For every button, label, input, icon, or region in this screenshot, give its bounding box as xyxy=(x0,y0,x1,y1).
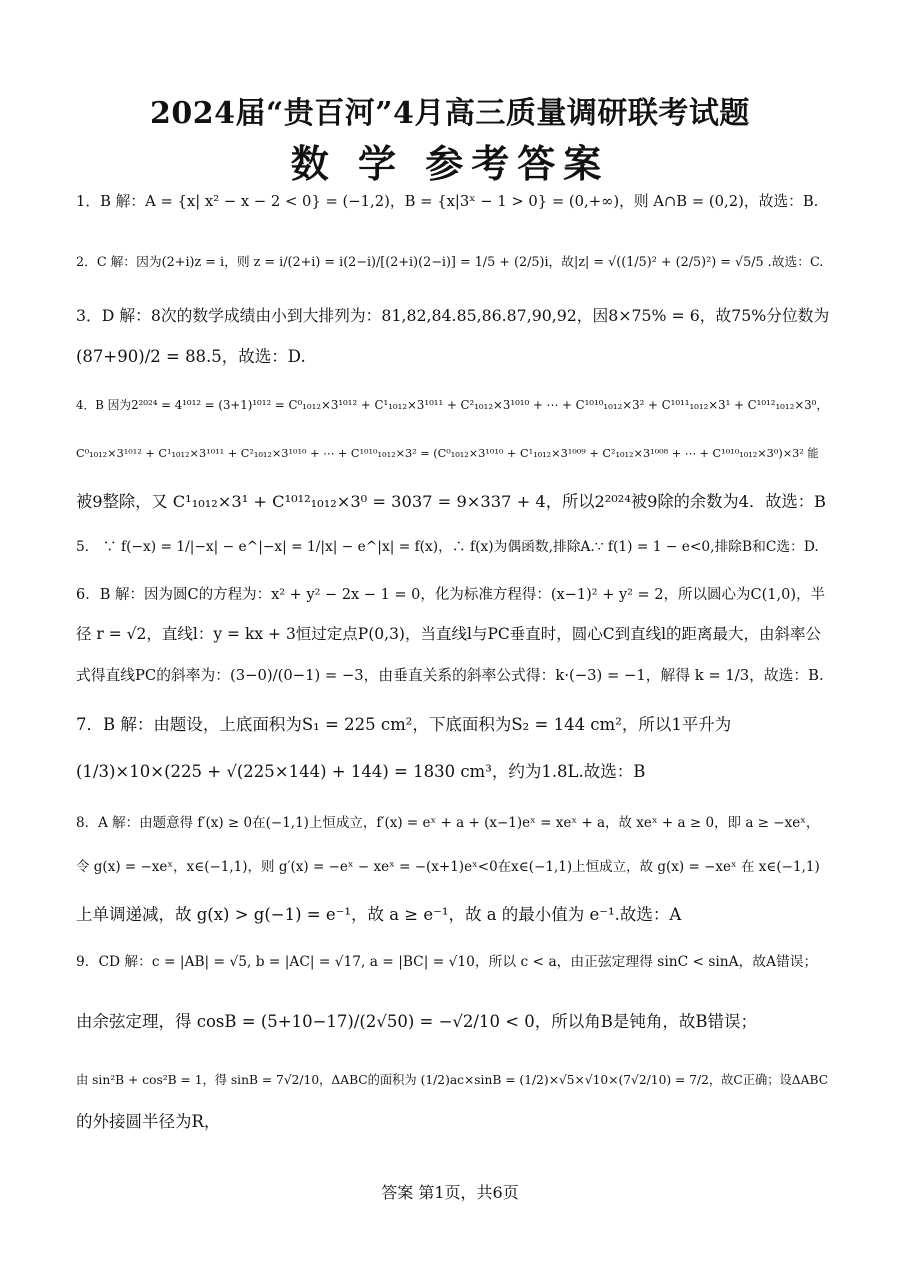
answer-line: (87+90)/2 = 88.5，故选：D. xyxy=(76,347,306,366)
page-footer: 答案 第1页，共6页 xyxy=(381,1183,519,1202)
answer-line: 由 sin²B + cos²B = 1，得 sinB = 7√2/10，ΔABC的面积为 (1/2)ac×sinB = (1/2)×√5×√10×(7√2/10) = 7/2，故C正确；设ΔABC xyxy=(76,1073,829,1087)
answer-line: 令 g(x) = −xeˣ，x∈(−1,1)，则 g′(x) = −eˣ − xeˣ = −(x+1)eˣ<0在x∈(−1,1)上恒成立，故 g(x) = −xeˣ 在 x∈(−1,1) xyxy=(76,859,820,875)
answer-line: 2．C 解：因为(2+i)z = i，则 z = i/(2+i) = i(2−i)/[(2+i)(2−i)] = 1/5 + (2/5)i，故|z| = √((1/5)² + (2/5)²) = √5/5 .故选：C. xyxy=(76,255,824,270)
answer-line: 7．B 解：由题设，上底面积为S₁ = 225 cm²，下底面积为S₂ = 144 cm²，所以1平升为 xyxy=(76,715,732,734)
answer-line: 8．A 解：由题意得 f′(x) ≥ 0在(−1,1)上恒成立，f′(x) = eˣ + a + (x−1)eˣ = xeˣ + a，故 xeˣ + a ≥ 0，即 a ≥ −xeˣ， xyxy=(76,815,820,831)
answer-line: 6．B 解：因为圆C的方程为：x² + y² − 2x − 1 = 0，化为标准方程得：(x−1)² + y² = 2，所以圆心为C(1,0)，半 xyxy=(76,587,826,603)
answer-line: 9．CD 解：c = |AB| = √5, b = |AC| = √17, a = |BC| = √10，所以 c < a，由正弦定理得 sinC < sinA，故A错误； xyxy=(76,954,818,970)
answer-line: (1/3)×10×(225 + √(225×144) + 144) = 1830 cm³，约为1.8L.故选：B xyxy=(76,762,646,781)
answer-line: 1．B 解：A = {x| x² − x − 2 < 0} = (−1,2)，B = {x|3ˣ − 1 > 0} = (0,+∞)，则 A∩B = (0,2)，故选：B. xyxy=(76,193,819,210)
answer-line: 式得直线PC的斜率为：(3−0)/(0−1) = −3，由垂直关系的斜率公式得：k·(−3) = −1，解得 k = 1/3，故选：B. xyxy=(76,667,824,684)
answer-line: 上单调递减，故 g(x) > g(−1) = e⁻¹，故 a ≥ e⁻¹，故 a 的最小值为 e⁻¹.故选：A xyxy=(76,905,682,924)
answer-line: 5． ∵ f(−x) = 1/|−x| − e^|−x| = 1/|x| − e^|x| = f(x)，∴ f(x)为偶函数,排除A.∵ f(1) = 1 − e<0,排除B和C选：D. xyxy=(76,539,819,555)
answer-line: 4．B 因为2²⁰²⁴ = 4¹⁰¹² = (3+1)¹⁰¹² = C⁰₁₀₁₂×3¹⁰¹² + C¹₁₀₁₂×3¹⁰¹¹ + C²₁₀₁₂×3¹⁰¹⁰ + ⋯ + C¹⁰¹⁰₁₀₁₂×3² + C¹⁰¹¹₁₀₁₂×3¹ + C¹⁰¹²₁₀₁₂×3⁰， xyxy=(76,398,829,412)
answer-line: 由余弦定理，得 cosB = (5+10−17)/(2√50) = −√2/10 < 0，所以角B是钝角，故B错误； xyxy=(76,1012,758,1031)
answer-line: C⁰₁₀₁₂×3¹⁰¹² + C¹₁₀₁₂×3¹⁰¹¹ + C²₁₀₁₂×3¹⁰¹⁰ + ⋯ + C¹⁰¹⁰₁₀₁₂×3² = (C⁰₁₀₁₂×3¹⁰¹⁰ + C¹₁₀₁₂×3¹⁰⁰⁹ + C²₁₀₁₂×3¹⁰⁰⁸ + ⋯ + C¹⁰¹⁰₁₀₁₂×3⁰)×3² 能 xyxy=(76,447,819,460)
answer-line: 被9整除，又 C¹₁₀₁₂×3¹ + C¹⁰¹²₁₀₁₂×3⁰ = 3037 = 9×337 + 4，所以2²⁰²⁴被9除的余数为4．故选：B xyxy=(76,492,826,511)
page-subtitle: 数 学 参考答案 xyxy=(290,141,610,186)
answer-line: 径 r = √2，直线l：y = kx + 3恒过定点P(0,3)，当直线l与PC垂直时，圆心C到直线l的距离最大，由斜率公 xyxy=(76,625,822,643)
answer-line: 的外接圆半径为R， xyxy=(76,1112,221,1131)
page-title: 2024届“贵百河”4月高三质量调研联考试题 xyxy=(150,96,750,131)
answer-line: 3．D 解：8次的数学成绩由小到大排列为：81,82,84.85,86.87,90,92，因8×75% = 6，故75%分位数为 xyxy=(76,306,830,325)
